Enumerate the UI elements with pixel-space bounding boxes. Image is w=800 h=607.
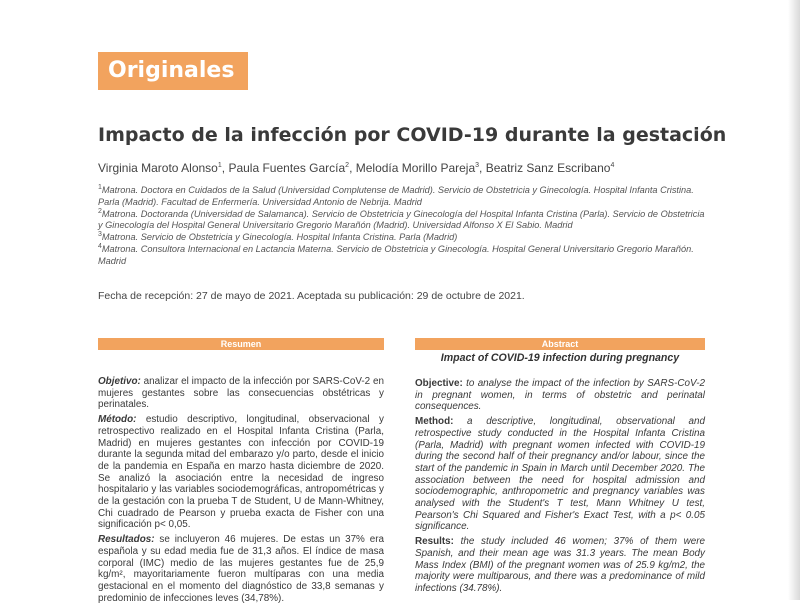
author-ref: 2 bbox=[345, 162, 350, 169]
paragraph-label: Results: bbox=[415, 536, 454, 548]
paragraph-text: to analyse the impact of the infection by SARS-CoV-2 in pregnant women, in terms of obstetric and perinatal consequences. bbox=[415, 378, 705, 413]
resumen-paragraph bbox=[98, 376, 384, 411]
resumen-body bbox=[98, 376, 384, 604]
affiliation bbox=[98, 185, 710, 208]
affiliation bbox=[98, 209, 710, 232]
reception-dates: Fecha de recepción: 27 de mayo de 2021. Aceptada su publicación: 29 de octubre de 2021. bbox=[98, 290, 525, 302]
paragraph-label: Objetivo: bbox=[98, 376, 141, 387]
paragraph-text: a descriptive, longitudinal, observational and retrospective study conducted in the Hospital Infanta Cristina (Parla, Madrid) with pregnant women infected with COVID-19 during the second half of their pregnancy and/or labour, since the start of the pandemic in Spain in March until December 2020. The association between the need for hospital admission and sociodemographic, anthropometric and pregnancy variables was analysed with the Student's T test, Mann Whitney U test, Pearson's Chi Squared and Fisher's Exact Test, with a p< 0.05 significance. bbox=[415, 416, 705, 533]
author bbox=[356, 161, 486, 175]
affiliation-number: 2 bbox=[98, 207, 102, 215]
author-name: Beatriz Sanz Escribano bbox=[485, 161, 611, 175]
author bbox=[486, 161, 615, 175]
affiliation-list bbox=[98, 185, 710, 268]
resumen-paragraph bbox=[98, 414, 384, 531]
abstract-subtitle: Impact of COVID-19 infection during pregnancy bbox=[440, 352, 680, 364]
author bbox=[228, 161, 355, 175]
author-ref: 3 bbox=[475, 162, 480, 169]
affiliation bbox=[98, 232, 710, 244]
paragraph-text: the study included 46 women; 37% of them were Spanish, and their mean age was 31.3 years. The mean Body Mass Index (BMI) of the pregnant women was of 25.9 kg/m2, the majority were multiparous, and there was a predominance of mild infections (34.78%). bbox=[415, 536, 705, 594]
abstract-heading: Abstract bbox=[415, 338, 705, 350]
resumen-column bbox=[98, 338, 384, 607]
abstract-paragraph bbox=[415, 536, 705, 595]
author-ref: 1 bbox=[217, 162, 222, 169]
affiliation-text: Matrona. Servicio de Obstetricia y Ginecología. Hospital Infanta Cristina. Parla (Madrid) bbox=[101, 232, 458, 243]
affiliation-number: 3 bbox=[98, 231, 102, 239]
abstract-paragraph bbox=[415, 416, 705, 533]
affiliation-text: Matrona. Doctoranda (Universidad de Salamanca). Servicio de Obstetricia y Ginecología del Hospital Infanta Cristina (Parla). Servicio de Obstetricia y Ginecología del Hospital General Universitario Gregorio Marañón (Madrid). Universidad Alfonso X El Sabio. Madrid bbox=[98, 208, 705, 231]
author-separator: , bbox=[221, 161, 229, 175]
abstract-column bbox=[415, 338, 705, 598]
paragraph-label: Resultados: bbox=[98, 534, 155, 546]
author-separator: , bbox=[479, 161, 486, 175]
paragraph-text: analizar el impacto de la infección por SARS-CoV-2 en mujeres gestantes sobre las consecuencias obstétricas y perinatales. bbox=[98, 376, 384, 411]
author-name: Melodía Morillo Pareja bbox=[355, 161, 476, 175]
author bbox=[98, 161, 228, 175]
paragraph-text: se incluyeron 46 mujeres. De estas un 37% era española y su edad media fue de 31,3 años. El índice de masa corporal (IMC) medio de las mujeres gestantes fue de 25,9 kg/m², mayoritariamente fueron multíparas con una media gestacional en el momento del diagnóstico de 33,8 semanas y predominio de infecciones leves (34,78%). bbox=[98, 534, 384, 604]
author-ref: 4 bbox=[610, 162, 615, 169]
affiliation-number: 4 bbox=[98, 243, 102, 251]
paragraph-label: Method: bbox=[415, 416, 454, 428]
author-list bbox=[98, 161, 614, 175]
page-edge-shadow bbox=[788, 0, 800, 600]
paragraph-text: estudio descriptivo, longitudinal, observacional y retrospectivo realizado en el Hospital Infanta Cristina (Parla, Madrid) en mujeres gestantes con infección por COVID-19 durante la segunda mitad del embarazo y/o parto, desde el inicio de la pandemia en España en marzo hasta diciembre de 2020. Se analizó la asociación entre la necesidad de ingreso hospitalario y las variables sociodemográficas, antropométricas y de la gestación con la prueba T de Student, U de Mann-Whitney, Chi cuadrado de Pearson y prueba exacta de Fisher con una significación p< 0,05. bbox=[98, 414, 384, 531]
author-name: Virginia Maroto Alonso bbox=[98, 161, 218, 175]
author-name: Paula Fuentes García bbox=[228, 161, 346, 175]
affiliation-text: Matrona. Consultora Internacional en Lactancia Materna. Servicio de Obstetricia y Ginecología. Hospital General Universitario Gregorio Marañón. Madrid bbox=[98, 244, 694, 267]
article-title: Impacto de la infección por COVID-19 durante la gestación bbox=[98, 124, 727, 146]
paragraph-label: Método: bbox=[98, 414, 137, 426]
affiliation-text: Matrona. Doctora en Cuidados de la Salud (Universidad Complutense de Madrid). Servicio de Obstetricia y Ginecología. Hospital Infanta Cristina. Parla (Madrid). Facultad de Enfermería. Universidad Antonio de Nebrija. Madrid bbox=[98, 185, 694, 207]
resumen-paragraph bbox=[98, 534, 384, 604]
paragraph-label: Objective: bbox=[415, 378, 463, 389]
section-label: Originales bbox=[98, 52, 248, 90]
resumen-heading: Resumen bbox=[98, 338, 384, 350]
abstract-paragraph bbox=[415, 378, 705, 413]
abstract-body bbox=[415, 378, 705, 595]
affiliation bbox=[98, 244, 710, 267]
affiliation-number: 1 bbox=[98, 183, 102, 191]
author-separator: , bbox=[349, 161, 356, 175]
